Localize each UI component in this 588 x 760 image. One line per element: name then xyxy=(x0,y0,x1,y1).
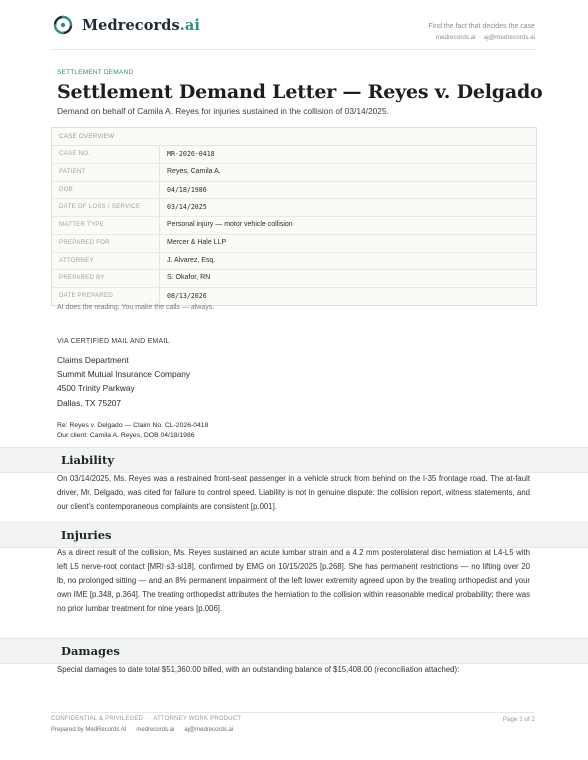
table-row xyxy=(52,288,536,305)
address-line: Summit Mutual Insurance Company xyxy=(57,369,191,380)
footer-prepared-by: Prepared by MedRecords AI · medrecords.ai · aj@medrecords.ai xyxy=(51,727,234,733)
table-row xyxy=(52,253,536,271)
section-body-liability: On 03/14/2025, Ms. Reyes was a restrained front-seat passenger in a vehicle struck from behind on the I-35 frontage road. The at-fault driver, Mr. Delgado, was cited for failure to control speed. Liability is not in genuine dispute: the collision report, witness statements, and our client's contemporaneous complaints are consistent [p.001]. xyxy=(57,474,530,512)
section-header-liability xyxy=(0,447,588,473)
row-label: PREPARED BY xyxy=(52,270,160,287)
row-label: DOB xyxy=(52,182,160,199)
row-value: J. Alvarez, Esq. xyxy=(167,256,216,264)
table-row xyxy=(52,270,536,288)
table-row xyxy=(52,217,536,235)
row-value: 03/14/2025 xyxy=(167,203,207,212)
row-label: PREPARED FOR xyxy=(52,235,160,252)
header-site-link[interactable]: medrecords.ai xyxy=(435,34,476,41)
address-line: Claims Department xyxy=(57,355,129,365)
reference-block xyxy=(57,421,208,441)
doc-subtitle: Demand on behalf of Camila A. Reyes for injuries sustained in the collision of 03/14/2025. xyxy=(57,106,389,116)
doc-eyebrow: SETTLEMENT DEMAND xyxy=(57,69,134,76)
row-value: 04/18/1986 xyxy=(167,185,207,194)
table-row xyxy=(52,146,536,164)
row-value: Mercer & Hale LLP xyxy=(167,238,227,246)
footer-confidentiality: CONFIDENTIAL & PRIVILEGED · ATTORNEY WORK PRODUCT xyxy=(51,716,242,722)
footer-site-link[interactable]: medrecords.ai xyxy=(136,727,175,733)
delivery-method: VIA CERTIFIED MAIL AND EMAIL xyxy=(57,338,170,345)
brand-tagline: Find the fact that decides the case xyxy=(428,23,535,30)
table-row xyxy=(52,182,536,200)
doc-title: Settlement Demand Letter — Reyes v. Delgado xyxy=(57,81,543,103)
ai-disclaimer: AI does the reading. You make the calls — always. xyxy=(57,304,215,311)
page-number: Page 1 of 2 xyxy=(502,716,535,723)
brand-logo[interactable] xyxy=(51,12,200,38)
header-email-link[interactable]: aj@medrecords.ai xyxy=(483,34,535,41)
row-label: MATTER TYPE xyxy=(52,217,160,234)
case-overview-table xyxy=(51,127,537,306)
footer-divider xyxy=(51,712,535,713)
confidential-label: CONFIDENTIAL & PRIVILEGED xyxy=(51,716,144,722)
section-body-damages: Special damages to date total $51,360.00 billed, with an outstanding balance of $15,408.00 (reconciliation attached): xyxy=(57,665,460,674)
section-body-injuries: As a direct result of the collision, Ms. Reyes sustained an acute lumbar strain and a 4.2 mm posterolateral disc herniation at L4-L5 with left L5 nerve-root contact [MRI·s3·sl18], confirmed by EMG on 10/15/2025 [p.268]. She has permanent restrictions — no lifting over 20 lb, no prolonged sitting — and an 8% permanent impairment of the left lower extremity agreed upon by the treating orthopedist and your own IME [p.348, p.364]. The treating orthopedist attributes the herniation to the collision within reasonable medical probability; there was no prior lumbar treatment for nine years [p.006]. xyxy=(57,548,530,614)
table-row xyxy=(52,235,536,253)
brand-name: Medrecords.ai xyxy=(82,16,200,34)
table-row xyxy=(52,199,536,217)
work-product-label: ATTORNEY WORK PRODUCT xyxy=(153,716,242,722)
row-value: Personal injury — motor vehicle collision xyxy=(167,221,293,228)
re-line: Re: Reyes v. Delgado — Claim No. CL-2026-0418 xyxy=(57,422,209,429)
row-value: MR-2026-0418 xyxy=(167,150,215,158)
section-title: Liability xyxy=(61,453,115,467)
row-value: Reyes, Camila A. xyxy=(167,167,221,175)
row-label: CASE NO. xyxy=(52,146,160,163)
header-divider xyxy=(51,49,535,50)
recipient-address xyxy=(57,353,190,410)
row-label: ATTORNEY xyxy=(52,253,160,270)
section-title: Injuries xyxy=(61,528,112,542)
row-value: S. Okafor, RN xyxy=(167,274,211,282)
medrecords-logo-icon xyxy=(51,13,75,37)
section-title: Damages xyxy=(61,644,120,658)
section-header-damages xyxy=(0,638,588,664)
row-value: 08/13/2026 xyxy=(167,292,207,300)
table-row xyxy=(52,164,536,182)
row-label: DATE PREPARED xyxy=(52,288,160,305)
client-line: Our client: Camila A. Reyes, DOB 04/18/1986 xyxy=(57,432,195,439)
section-header-injuries xyxy=(0,522,588,548)
row-label: DATE OF LOSS / SERVICE xyxy=(52,199,160,216)
prepared-by-label: Prepared by MedRecords AI xyxy=(51,727,127,733)
address-line: 4500 Trinity Parkway xyxy=(57,383,135,394)
header-contact: medrecords.ai · aj@medrecords.ai xyxy=(435,34,535,41)
row-label: PATIENT xyxy=(52,164,160,181)
footer-email-link[interactable]: aj@medrecords.ai xyxy=(184,727,234,733)
address-line: Dallas, TX 75207 xyxy=(57,397,122,408)
case-overview-heading: CASE OVERVIEW xyxy=(52,128,536,146)
